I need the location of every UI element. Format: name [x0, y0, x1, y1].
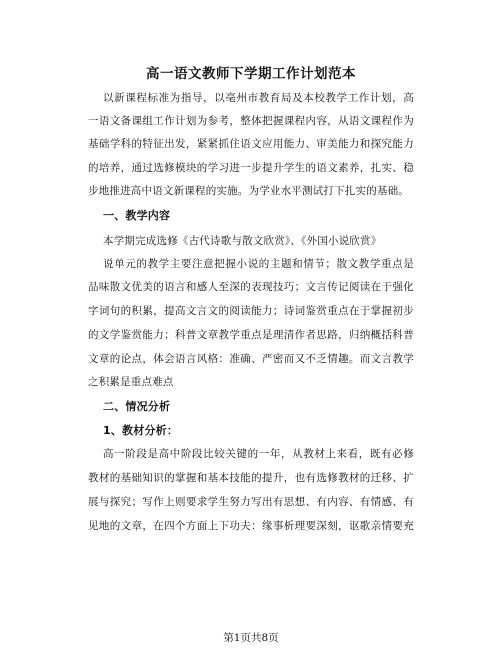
paragraph-line: 字词句的积累，提高文言文的阅读能力；诗词鉴赏重点在于掌握初步 [88, 305, 414, 317]
paragraph-line: 的文学鉴赏能力；科普文章教学重点是理清作者思路，归纳概括科普 [88, 329, 414, 341]
paragraph-line: 本学期完成选修《古代诗歌与散文欣赏》、《外国小说欣赏》 [103, 235, 382, 247]
paragraph-line: 之积累是重点难点 [88, 376, 174, 388]
paragraph-line: 展与探究；写作上则要求学生努力写出有思想、有内容、有情感、有 [88, 496, 414, 508]
subsection-heading: 1、教材分析： [103, 424, 179, 437]
paragraph-line: 说单元的教学主要注意把握小说的主题和情节；散文教学重点是 [103, 258, 414, 270]
paragraph-line: 一语文备课组工作计划为参考，整体把握课程内容，从语文课程作为 [88, 115, 414, 127]
paragraph-line: 品味散文优美的语言和感人至深的表现技巧；文言传记阅读在于强化 [88, 281, 414, 293]
paragraph-line: 高一阶段是高中阶段比较关键的一年，从教材上来看，既有必修 [103, 448, 414, 460]
paragraph-line: 文章的论点，体会语言风格：准确、严密而又不乏情趣。而文言教学 [88, 353, 414, 365]
paragraph-line: 见地的文章，在四个方面上下功夫：缘事析理要深刻，讴歌亲情要充 [88, 520, 414, 532]
section-heading: 一、教学内容 [103, 209, 171, 222]
paragraph-line: 教材的基础知识的掌握和基本技能的提升，也有选修教材的迁移、扩 [88, 472, 414, 484]
document-title: 高一语文教师下学期工作计划范本 [146, 66, 356, 82]
paragraph-line: 以新课程标准为指导，以亳州市教育局及本校教学工作计划，高 [103, 92, 414, 104]
paragraph-line: 基础学科的特征出发，紧紧抓住语文应用能力、审美能力和探究能力 [88, 138, 414, 150]
paragraph-line: 的培养，通过选修模块的学习进一步提升学生的语文素养，扎实、稳 [88, 162, 414, 174]
paragraph-line: 步地推进高中语文新课程的实施。为学业水平测试打下扎实的基础。 [88, 185, 409, 197]
page-number-footer: 第1页共8页 [223, 632, 279, 644]
section-heading: 二、情况分析 [103, 400, 171, 413]
